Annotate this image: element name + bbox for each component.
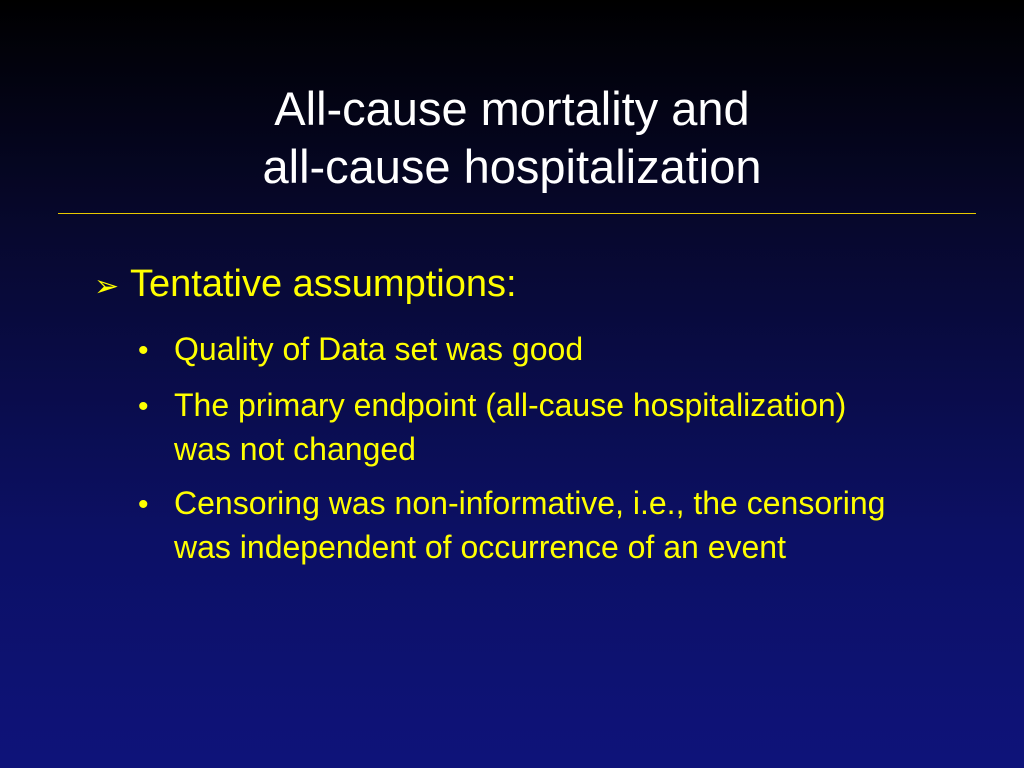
bullet-icon: • (138, 390, 149, 423)
assumptions-heading (94, 258, 954, 313)
bullet-icon: • (138, 488, 149, 521)
bullet-icon: • (138, 334, 149, 367)
arrow-bullet-icon: ➢ (94, 270, 120, 303)
assumptions-heading-text: Tentative assumptions: (130, 263, 517, 305)
title-divider (58, 213, 976, 214)
list-item (138, 327, 898, 373)
list-item (138, 383, 898, 471)
title-line-1: All-cause mortality and (274, 82, 750, 135)
assumptions-list (94, 327, 954, 569)
slide-title (0, 80, 1024, 196)
title-line-2: all-cause hospitalization (262, 140, 762, 193)
list-item-text: The primary endpoint (all-cause hospitalization) was not changed (174, 387, 847, 467)
list-item-text: Censoring was non-informative, i.e., the censoring was independent of occurrence of an event (174, 485, 886, 565)
slide-body (94, 258, 954, 579)
list-item (138, 481, 898, 569)
list-item-text: Quality of Data set was good (174, 331, 584, 367)
